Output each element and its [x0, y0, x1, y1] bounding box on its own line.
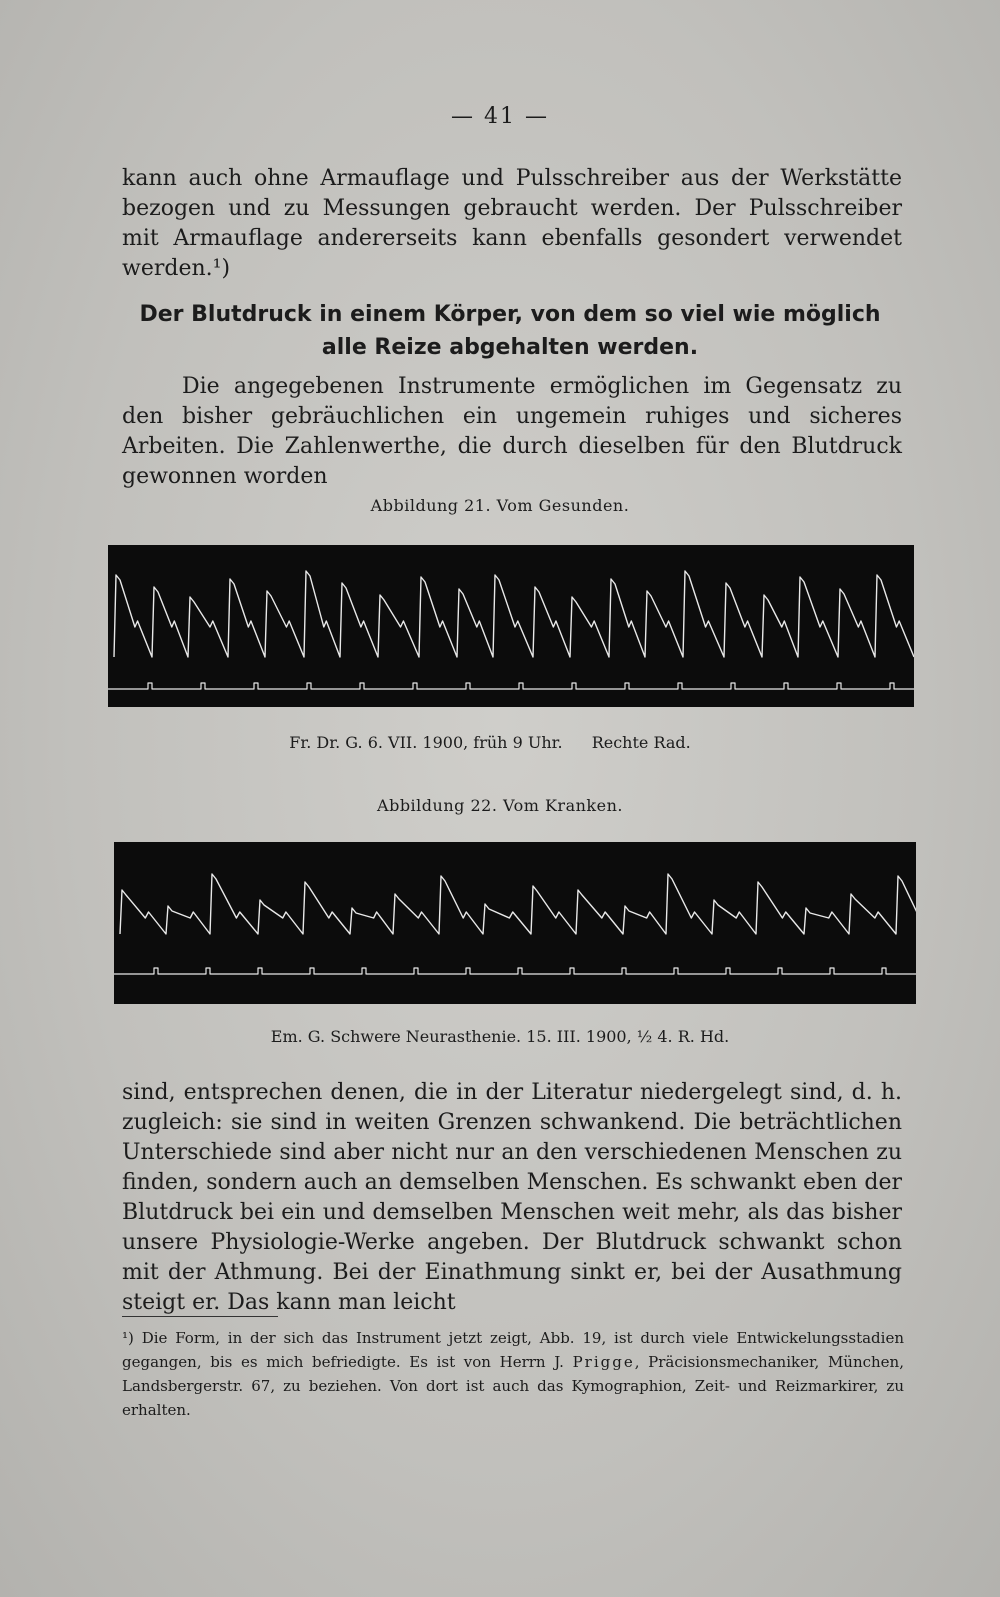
figure-21-caption: [0, 733, 1000, 752]
footnote-text-before: Die Form, in der sich das Instrument jetzt zeigt, Abb. 19, ist durch viele Entwickelungsstadien gegangen, bis es mich befriedigte. Es ist von Herrn J.: [122, 1329, 904, 1371]
intro-paragraph: kann auch ohne Armauflage und Pulsschreiber aus der Werkstätte bezogen und zu Messungen gebraucht werden. Der Pulsschreiber mit Armauflage andererseits kann ebenfalls gesondert verwendet werden.¹): [122, 166, 902, 281]
time-marker-line: [114, 968, 916, 974]
figure-21-caption-left: Fr. Dr. G. 6. VII. 1900, früh 9 Uhr.: [289, 733, 563, 752]
figure-22-pulse-trace: [114, 842, 916, 1004]
section-heading: [118, 298, 902, 364]
footnote-marker: ¹): [122, 1329, 134, 1347]
figure-22-title: Abbildung 22. Vom Kranken.: [377, 796, 623, 815]
figure-21-trace-svg: [108, 545, 914, 707]
figure-21-pulse-trace: [108, 545, 914, 707]
time-marker-line: [108, 683, 914, 689]
figure-22-trace-svg: [114, 842, 916, 1004]
footnote-rule: [122, 1316, 278, 1317]
pulse-waveform: [114, 571, 914, 657]
section-heading-line-1: Der Blutdruck in einem Körper, von dem so viel wie möglich: [139, 302, 881, 327]
paragraph-3: sind, entsprechen denen, die in der Literatur niedergelegt sind, d. h. zugleich: sie sind in weiten Grenzen schwankend. Die beträchtlichen Unterschiede sind aber nicht nur an den verschiedenen Menschen zu finden, sondern auch an demselben Menschen. Es schwankt eben der Blutdruck bei ein und demselben Menschen weit mehr, als das bisher unsere Physiologie-Werke angeben. Der Blutdruck schwankt schon mit der Athmung. Bei der Einathmung sinkt er, bei der Ausathmung steigt er. Das kann man leicht: [122, 1080, 902, 1315]
footnote-name: Prigge: [572, 1353, 635, 1371]
footnote: [122, 1326, 904, 1422]
page-number: — 41 —: [451, 104, 549, 129]
figure-21-caption-right: Rechte Rad.: [591, 733, 691, 752]
paragraph-2: Die angegebenen Instrumente ermöglichen im Gegensatz zu den bisher gebräuchlichen ein ungemein ruhiges und sicheres Arbeiten. Die Zahlenwerthe, die durch dieselben für den Blutdruck gewonnen worden: [122, 374, 902, 489]
section-heading-line-2: alle Reize abgehalten werden.: [321, 335, 699, 360]
figure-21-title: Abbildung 21. Vom Gesunden.: [370, 496, 630, 515]
footnote-text-after: , Präcisionsmechaniker, München, Landsbergerstr. 67, zu beziehen. Von dort ist auch das Kymographion, Zeit- und Reizmarkirer, zu erhalten.: [122, 1353, 904, 1419]
pulse-waveform: [120, 874, 916, 934]
figure-22-caption: Em. G. Schwere Neurasthenie. 15. III. 1900, ½ 4. R. Hd.: [270, 1027, 730, 1046]
